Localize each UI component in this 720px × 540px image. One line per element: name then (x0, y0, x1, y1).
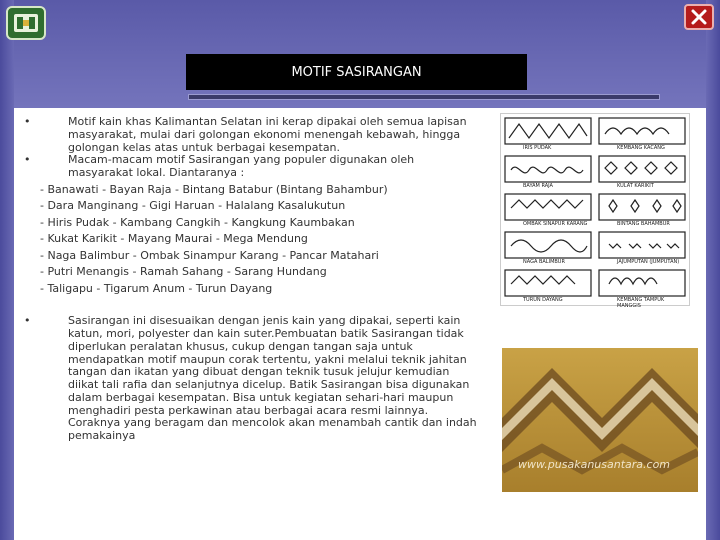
motif-label: KULAT KARIKIT (617, 183, 654, 189)
motif-illustrations (500, 113, 690, 309)
motif-list-item: - Hiris Pudak - Kambang Cangkih - Kangkung Kaumbakan (40, 215, 355, 229)
body-text (24, 115, 480, 443)
close-button[interactable] (684, 4, 714, 30)
paragraph-1-text: Motif kain khas Kalimantan Selatan ini kerap dipakai oleh semua lapisan masyarakat, mulai dari golongan ekonomi menengah kebawah, hingga golongan kelas atas untuk berbagai kesempatan. (68, 115, 467, 154)
motif-list-item: - Banawati - Bayan Raja - Bintang Batabur (Bintang Bahambur) (40, 182, 388, 196)
photo-watermark: www.pusakanusantara.com (518, 458, 671, 471)
paragraph-3-text: Sasirangan ini disesuaikan dengan jenis kain yang dipakai, seperti kain katun, mori, polyester dan kain suter.Pembuatan batik Sasirangan tidak diperlukan peralatan khusus, cukup dengan tangan saja untuk mendapatkan motif maupun corak tertentu, yakni melalui teknik jahitan tangan dan ikatan yang dibuat dengan teknik tusuk jelujur kemudian diikat tali rafia dan selanjutnya dicelup. Batik Sasirangan bisa digunakan dalam berbagai kesempatan. Bisa untuk kegiatan sehari-hari maupun menghadiri pesta perkawinan atau berbagai acara resmi lainnya. Coraknya yang beragam dan mencolok akan menambah cantik dan indah pemakainya (68, 314, 477, 442)
slide-title (186, 54, 527, 90)
motif-list-item: - Kukat Karikit - Mayang Maurai - Mega Mendung (40, 232, 308, 246)
motif-zigzag (509, 124, 587, 138)
paragraph-1 (24, 115, 480, 154)
motif-list-item: - Taligapu - Tigarum Anum - Turun Dayang (40, 281, 273, 295)
motif-list-item: - Dara Manginang - Gigi Haruan - Halalang Kasalukutun (40, 199, 346, 213)
title-divider (188, 94, 660, 100)
bullet-icon: • (24, 115, 31, 128)
motif-list-item: - Putri Menangis - Ramah Sahang - Sarang Hundang (40, 265, 327, 279)
motif-label: BINTANG BAHAMBUR (617, 221, 670, 227)
paragraph-3 (24, 314, 480, 443)
motif-label: IRIS PUDAK (523, 145, 552, 151)
slide-frame-right (706, 0, 720, 540)
motif-label: BAYAM RAJA (523, 183, 553, 189)
motif-list-item: - Naga Balimbur - Ombak Sinampur Karang - Pancar Matahari (40, 248, 379, 262)
motif-label: KEMBANG KACANG (617, 145, 665, 151)
motif-label: JAJUMPUTAN (JUMPUTAN) (617, 259, 680, 265)
motif-label: NAGA BALIMBUR (523, 259, 565, 265)
motif-label: KEMBANG TAMPUK MANGGIS (617, 297, 665, 309)
institution-logo-icon (6, 6, 46, 40)
paragraph-2 (24, 153, 480, 180)
bullet-icon: • (24, 314, 31, 328)
motif-label: OMBAK SINAPUR KARANG (523, 221, 588, 227)
bullet-icon: • (24, 153, 31, 167)
paragraph-2-text: Macam-macam motif Sasirangan yang populer digunakan oleh masyarakat lokal. Diantaranya : (68, 153, 415, 179)
slide-title-text: MOTIF SASIRANGAN (291, 64, 422, 80)
close-icon (686, 6, 712, 28)
motif-label: TURUN DAYANG (523, 297, 563, 303)
